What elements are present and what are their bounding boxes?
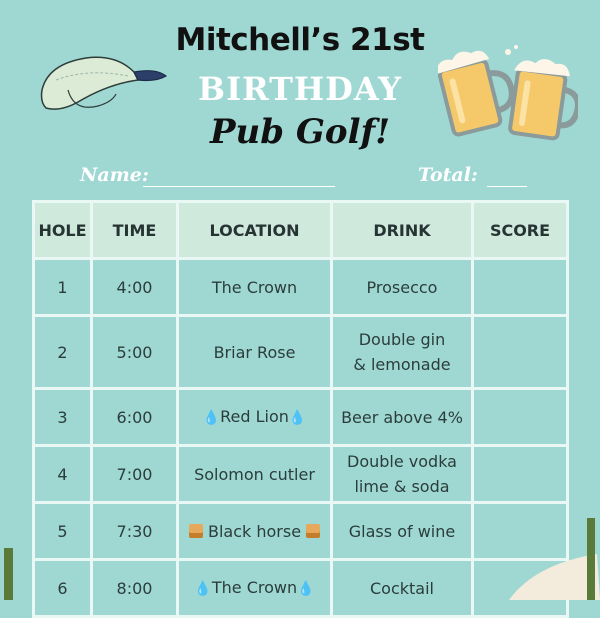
total-label: Total: [418, 164, 478, 186]
drink-line-2: lime & soda [354, 477, 450, 496]
header-time: TIME [92, 202, 178, 259]
title-line-3: Pub Golf! [209, 112, 391, 152]
table-row [34, 259, 568, 316]
drink-cell: Glass of wine [332, 503, 473, 560]
score-cell[interactable] [473, 316, 568, 389]
time-cell: 7:00 [92, 446, 178, 503]
total-field[interactable] [487, 186, 527, 187]
score-cell[interactable] [473, 259, 568, 316]
table-row [34, 446, 568, 503]
location-cell: The Crown [178, 259, 332, 316]
hole-cell: 4 [34, 446, 92, 503]
title-line-2: BIRTHDAY [198, 70, 402, 108]
time-cell: 6:00 [92, 389, 178, 446]
hole-cell: 1 [34, 259, 92, 316]
drink-line-1: Double vodka [347, 452, 457, 471]
location-cell: Solomon cutler [178, 446, 332, 503]
location-text: The Crown [211, 577, 298, 597]
name-field[interactable] [143, 186, 335, 187]
table-row [34, 316, 568, 389]
golf-flag-icon [0, 548, 20, 600]
drink-line-2: & lemonade [353, 355, 451, 374]
score-table [32, 200, 569, 618]
table-row [34, 560, 568, 617]
drink-cell [332, 316, 473, 389]
location-cell [178, 389, 332, 446]
water-drop-icon: 💧 [297, 580, 315, 597]
header-drink: DRINK [332, 202, 473, 259]
location-cell: Briar Rose [178, 316, 332, 389]
hole-cell: 3 [34, 389, 92, 446]
water-drop-icon: 💧 [202, 409, 221, 426]
hole-cell: 5 [34, 503, 92, 560]
golf-flag-icon [505, 518, 600, 600]
header-location: LOCATION [178, 202, 332, 259]
location-cell [178, 503, 332, 560]
time-cell: 5:00 [92, 316, 178, 389]
hole-cell: 6 [34, 560, 92, 617]
name-label: Name: [80, 164, 149, 186]
drink-cell [332, 446, 473, 503]
header-score: SCORE [473, 202, 568, 259]
hole-cell: 2 [34, 316, 92, 389]
time-cell: 7:30 [92, 503, 178, 560]
whisky-glass-icon [306, 524, 320, 538]
drink-line-1: Double gin [358, 330, 446, 349]
water-drop-icon: 💧 [288, 409, 307, 426]
whisky-glass-icon [189, 524, 203, 538]
title-line-1: Mitchell’s 21st [175, 22, 425, 58]
header-hole: HOLE [34, 202, 92, 259]
drink-cell: Beer above 4% [332, 389, 473, 446]
score-cell[interactable] [473, 389, 568, 446]
name-total-row [0, 164, 600, 194]
location-text: Black horse [207, 521, 302, 541]
table-row [34, 389, 568, 446]
location-text: Red Lion [220, 406, 289, 426]
time-cell: 4:00 [92, 259, 178, 316]
drink-cell: Cocktail [332, 560, 473, 617]
time-cell: 8:00 [92, 560, 178, 617]
water-drop-icon: 💧 [194, 580, 212, 597]
drink-cell: Prosecco [332, 259, 473, 316]
score-cell[interactable] [473, 446, 568, 503]
header-row [34, 202, 568, 259]
table-row [34, 503, 568, 560]
location-cell [178, 560, 332, 617]
